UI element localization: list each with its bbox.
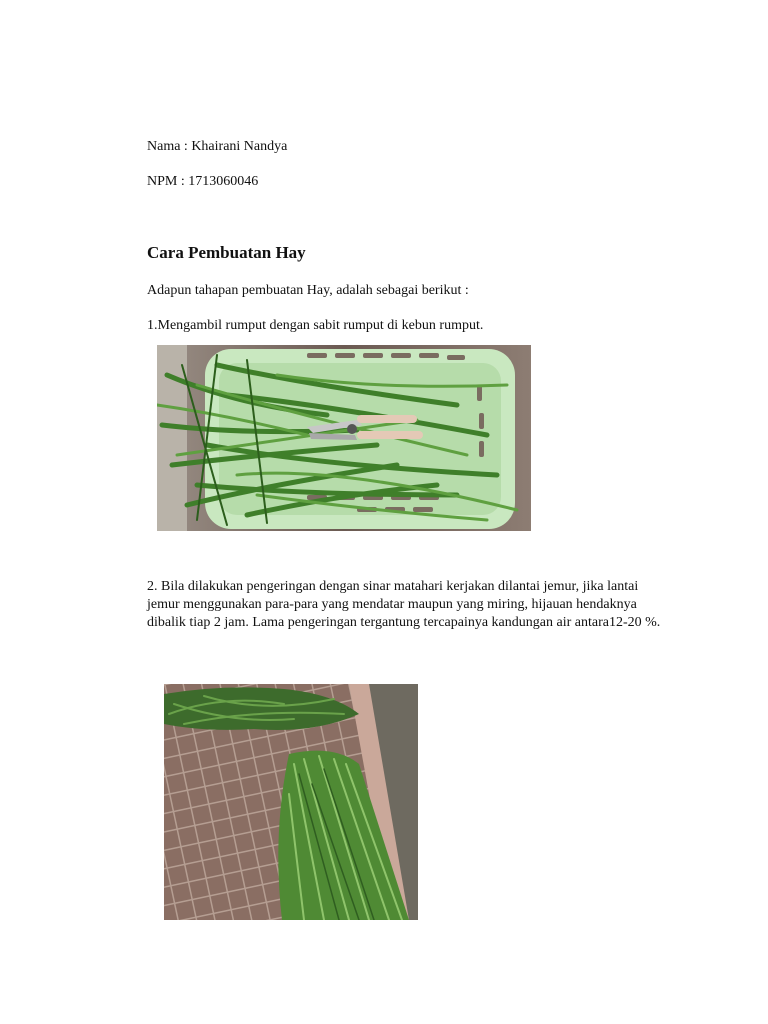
photo-grass-basket (157, 345, 531, 531)
intro-text: Adapun tahapan pembuatan Hay, adalah sebagai berikut : (147, 283, 469, 298)
student-npm: NPM : 1713060046 (147, 174, 259, 189)
step-1-text: 1.Mengambil rumput dengan sabit rumput di kebun rumput. (147, 318, 484, 333)
photo-grass-drying (164, 684, 418, 920)
document-title: Cara Pembuatan Hay (147, 243, 306, 262)
step-2-text: 2. Bila dilakukan pengeringan dengan sinar matahari kerjakan dilantai jemur, jika lantai jemur menggunakan para-para yang mendatar maupun yang miring, hijauan hendaknya dibalik tiap 2 jam. Lama pengeringan tergantung tercapainya kandungan air antara12-20 %. (147, 579, 661, 630)
student-name: Nama : Khairani Nandya (147, 139, 288, 154)
